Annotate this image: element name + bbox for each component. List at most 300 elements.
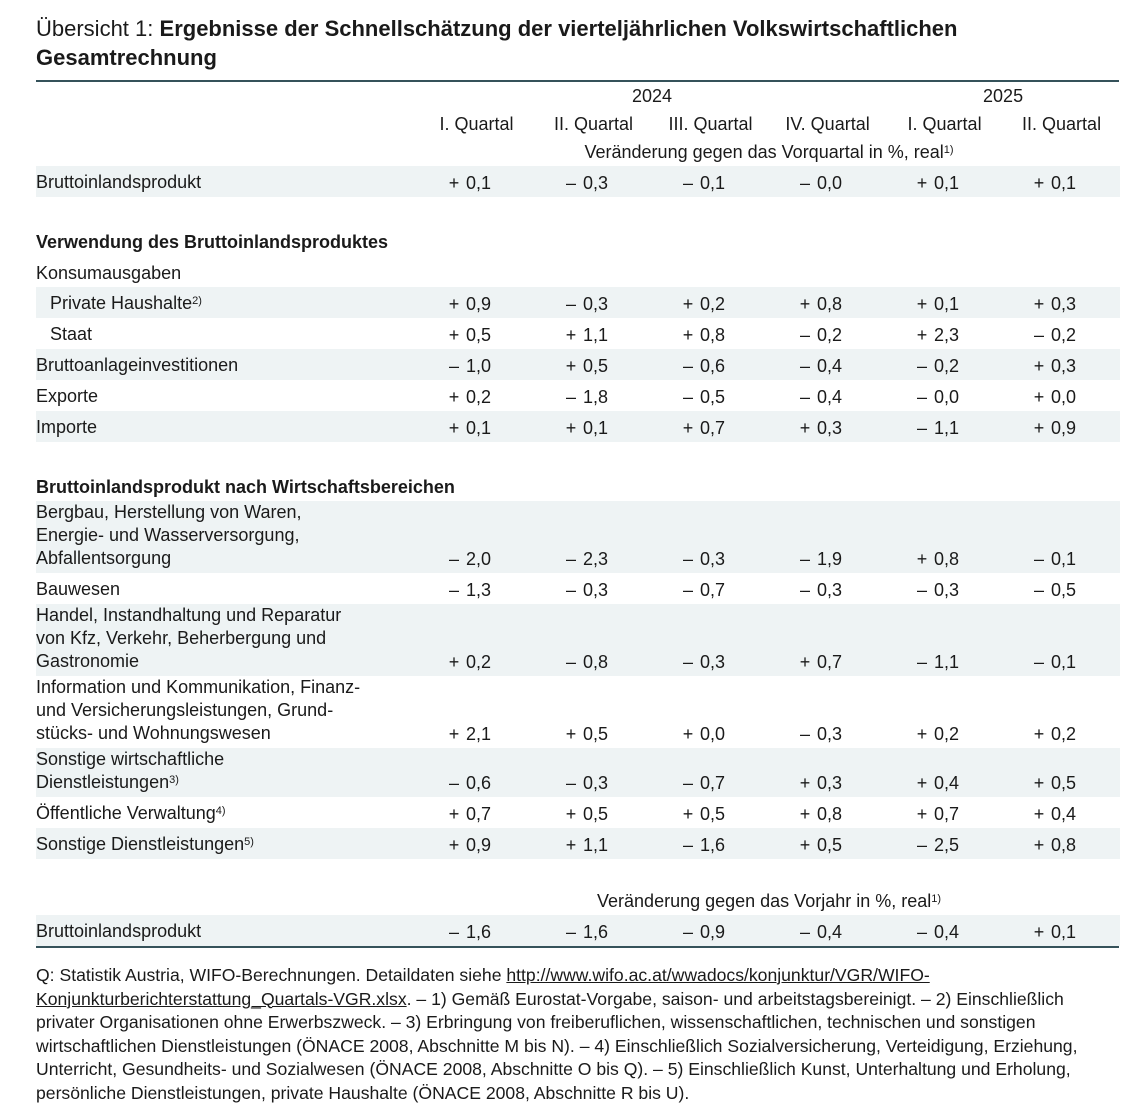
value-cell bbox=[418, 318, 535, 349]
value-number: 0,3 bbox=[583, 173, 609, 193]
row-label-line: Abfallentsorgung bbox=[36, 548, 172, 568]
row-label bbox=[36, 797, 418, 828]
unit-row-quarter bbox=[36, 138, 1120, 166]
quarter-header: II. Quartal bbox=[1022, 113, 1102, 134]
value-number: 0,5 bbox=[817, 835, 843, 855]
value-cell bbox=[652, 797, 769, 828]
value-sign: + bbox=[448, 173, 460, 193]
footnote-ref: 1) bbox=[943, 143, 954, 156]
value-cell bbox=[418, 915, 535, 946]
value-cell bbox=[418, 411, 535, 442]
value-sign: + bbox=[916, 804, 928, 824]
value-cell bbox=[1003, 604, 1120, 676]
value-cell bbox=[769, 604, 886, 676]
value-cell bbox=[652, 318, 769, 349]
section-heading-row bbox=[36, 470, 1120, 501]
value-sign: + bbox=[1033, 173, 1045, 193]
value-number: 0,1 bbox=[1051, 922, 1077, 942]
value-number: 0,4 bbox=[934, 773, 960, 793]
row-label bbox=[36, 604, 418, 676]
value-sign: – bbox=[565, 549, 576, 569]
value-number: 0,6 bbox=[700, 356, 726, 376]
value-number: 0,3 bbox=[817, 773, 843, 793]
value-sign: + bbox=[1033, 356, 1045, 376]
value-number: 0,5 bbox=[700, 804, 726, 824]
value-cell bbox=[886, 828, 1003, 859]
value-cell bbox=[1003, 676, 1120, 748]
value-number: 0,3 bbox=[583, 294, 609, 314]
value-sign: + bbox=[799, 652, 811, 672]
table-row bbox=[36, 380, 1120, 411]
value-cell bbox=[1003, 166, 1120, 197]
value-number: 0,4 bbox=[817, 356, 843, 376]
value-sign: – bbox=[1034, 325, 1045, 345]
value-sign: + bbox=[682, 804, 694, 824]
table-row bbox=[36, 915, 1120, 946]
value-number: 0,8 bbox=[934, 549, 960, 569]
value-cell bbox=[652, 915, 769, 946]
value-number: 0,3 bbox=[700, 549, 726, 569]
value-sign: + bbox=[565, 804, 577, 824]
value-number: 1,6 bbox=[583, 922, 609, 942]
value-number: 1,9 bbox=[817, 549, 843, 569]
value-sign: + bbox=[916, 325, 928, 345]
value-cell bbox=[535, 604, 652, 676]
value-cell bbox=[418, 166, 535, 197]
value-cell bbox=[769, 166, 886, 197]
row-label bbox=[36, 748, 418, 797]
value-cell bbox=[886, 349, 1003, 380]
value-sign: + bbox=[682, 724, 694, 744]
value-cell bbox=[1003, 828, 1120, 859]
value-number: 0,7 bbox=[934, 804, 960, 824]
value-number: 0,3 bbox=[583, 580, 609, 600]
value-number: 0,5 bbox=[583, 724, 609, 744]
table-row bbox=[36, 573, 1120, 604]
value-sign: + bbox=[1033, 804, 1045, 824]
value-sign: – bbox=[682, 580, 693, 600]
value-cell bbox=[886, 797, 1003, 828]
value-number: 1,1 bbox=[934, 652, 960, 672]
value-sign: + bbox=[916, 294, 928, 314]
value-cell bbox=[769, 318, 886, 349]
value-number: 2,1 bbox=[466, 724, 492, 744]
value-cell bbox=[418, 380, 535, 411]
unit-quarter: Veränderung gegen das Vorquartal in %, real bbox=[584, 141, 944, 162]
value-number: 0,1 bbox=[466, 418, 492, 438]
title-lead: Übersicht 1: bbox=[36, 16, 154, 41]
row-label-line: Gastronomie bbox=[36, 651, 140, 671]
value-number: 0,9 bbox=[466, 294, 492, 314]
value-sign: – bbox=[682, 387, 693, 407]
value-cell bbox=[535, 573, 652, 604]
value-number: 0,3 bbox=[700, 652, 726, 672]
value-sign: – bbox=[448, 922, 459, 942]
unit-year: Veränderung gegen das Vorjahr in %, real bbox=[597, 890, 932, 911]
row-label bbox=[36, 349, 418, 380]
value-number: 0,8 bbox=[817, 294, 843, 314]
value-number: 0,1 bbox=[583, 418, 609, 438]
footnote-ref: 5) bbox=[244, 836, 254, 848]
value-sign: + bbox=[565, 356, 577, 376]
value-sign: + bbox=[916, 173, 928, 193]
value-cell bbox=[886, 748, 1003, 797]
value-cell bbox=[652, 676, 769, 748]
row-label bbox=[36, 380, 418, 411]
value-number: 1,6 bbox=[700, 835, 726, 855]
value-sign: – bbox=[799, 325, 810, 345]
table-row bbox=[36, 287, 1120, 318]
row-label bbox=[36, 287, 418, 318]
value-number: 0,2 bbox=[934, 356, 960, 376]
value-sign: + bbox=[448, 724, 460, 744]
value-cell bbox=[886, 573, 1003, 604]
value-cell bbox=[535, 797, 652, 828]
section-heading: Verwendung des Bruttoinlandsproduktes bbox=[36, 232, 389, 252]
value-sign: – bbox=[917, 652, 928, 672]
value-sign: – bbox=[682, 173, 693, 193]
value-number: 2,0 bbox=[466, 549, 492, 569]
value-cell bbox=[769, 828, 886, 859]
value-cell bbox=[1003, 380, 1120, 411]
value-cell bbox=[652, 166, 769, 197]
value-sign: + bbox=[448, 294, 460, 314]
value-sign: – bbox=[682, 356, 693, 376]
title-text: Ergebnisse der Schnellschätzung der vierteljährlichen Volkswirtschaftlichen Gesamtrechnung bbox=[36, 16, 958, 70]
row-label bbox=[36, 573, 418, 604]
row-label-line: von Kfz, Verkehr, Beherbergung und bbox=[36, 628, 327, 648]
quarter-header: IV. Quartal bbox=[785, 113, 870, 134]
value-number: 0,2 bbox=[466, 652, 492, 672]
value-sign: + bbox=[448, 804, 460, 824]
value-number: 0,0 bbox=[1051, 387, 1077, 407]
bottom-rule bbox=[36, 946, 1119, 948]
value-sign: + bbox=[1033, 773, 1045, 793]
value-number: 1,1 bbox=[583, 835, 609, 855]
table-row bbox=[36, 604, 1120, 676]
value-sign: + bbox=[682, 325, 694, 345]
value-number: 0,4 bbox=[1051, 804, 1077, 824]
value-number: 0,0 bbox=[934, 387, 960, 407]
value-number: 0,5 bbox=[583, 356, 609, 376]
value-number: 0,2 bbox=[1051, 724, 1077, 744]
row-label-line: Information und Kommunikation, Finanz- bbox=[36, 677, 361, 697]
quarter-header-row bbox=[36, 110, 1120, 138]
value-number: 2,5 bbox=[934, 835, 960, 855]
value-cell bbox=[652, 604, 769, 676]
value-sign: – bbox=[917, 580, 928, 600]
value-number: 0,5 bbox=[1051, 773, 1077, 793]
value-sign: + bbox=[565, 724, 577, 744]
value-sign: – bbox=[565, 580, 576, 600]
value-cell bbox=[535, 349, 652, 380]
value-number: 0,5 bbox=[583, 804, 609, 824]
value-cell bbox=[769, 287, 886, 318]
value-cell bbox=[418, 573, 535, 604]
value-cell bbox=[769, 380, 886, 411]
value-sign: – bbox=[448, 356, 459, 376]
subheading: Konsumausgaben bbox=[36, 263, 182, 283]
value-number: 0,1 bbox=[700, 173, 726, 193]
value-cell bbox=[652, 349, 769, 380]
value-number: 0,5 bbox=[1051, 580, 1077, 600]
row-label bbox=[36, 676, 418, 748]
table-row bbox=[36, 797, 1120, 828]
value-number: 0,7 bbox=[700, 580, 726, 600]
value-number: 0,0 bbox=[700, 724, 726, 744]
value-sign: – bbox=[799, 580, 810, 600]
value-cell bbox=[769, 676, 886, 748]
value-number: 0,7 bbox=[700, 773, 726, 793]
value-sign: – bbox=[565, 173, 576, 193]
value-sign: – bbox=[682, 922, 693, 942]
value-number: 0,3 bbox=[583, 773, 609, 793]
value-cell bbox=[886, 676, 1003, 748]
value-number: 0,1 bbox=[1051, 549, 1077, 569]
value-cell bbox=[418, 797, 535, 828]
value-number: 0,3 bbox=[1051, 356, 1077, 376]
value-cell bbox=[418, 349, 535, 380]
value-cell bbox=[1003, 915, 1120, 946]
value-cell bbox=[418, 748, 535, 797]
value-sign: – bbox=[799, 922, 810, 942]
value-cell bbox=[535, 318, 652, 349]
value-cell bbox=[769, 915, 886, 946]
value-number: 0,9 bbox=[700, 922, 726, 942]
year-header-row bbox=[36, 82, 1120, 110]
value-cell bbox=[1003, 501, 1120, 573]
row-label-line: Sonstige wirtschaftliche bbox=[36, 749, 225, 769]
row-label-text: Private Haushalte bbox=[50, 293, 193, 313]
row-label-text: Bauwesen bbox=[36, 579, 121, 599]
value-number: 0,1 bbox=[934, 173, 960, 193]
value-sign: + bbox=[448, 835, 460, 855]
value-cell bbox=[535, 501, 652, 573]
value-number: 0,0 bbox=[817, 173, 843, 193]
value-cell bbox=[418, 828, 535, 859]
value-sign: + bbox=[682, 294, 694, 314]
value-number: 0,9 bbox=[466, 835, 492, 855]
value-cell bbox=[886, 380, 1003, 411]
value-cell bbox=[652, 573, 769, 604]
value-number: 0,1 bbox=[466, 173, 492, 193]
row-label-text: Bruttoanlageinvestitionen bbox=[36, 355, 239, 375]
value-sign: + bbox=[799, 773, 811, 793]
value-sign: + bbox=[799, 418, 811, 438]
value-number: 1,0 bbox=[466, 356, 492, 376]
value-cell bbox=[769, 748, 886, 797]
value-number: 2,3 bbox=[583, 549, 609, 569]
value-sign: – bbox=[682, 773, 693, 793]
value-number: 2,3 bbox=[934, 325, 960, 345]
row-label bbox=[36, 915, 418, 946]
value-number: 0,3 bbox=[817, 580, 843, 600]
value-cell bbox=[535, 915, 652, 946]
value-cell bbox=[886, 604, 1003, 676]
footnote-source: Q: Statistik Austria, WIFO-Berechnungen. Detaildaten siehe bbox=[36, 965, 507, 985]
value-number: 0,3 bbox=[817, 724, 843, 744]
value-cell bbox=[418, 676, 535, 748]
value-cell bbox=[1003, 573, 1120, 604]
value-sign: + bbox=[448, 387, 460, 407]
footnote-text: . – 1) Gemäß Eurostat-Vorgabe, saison- und arbeitstagsbereinigt. – 2) Einschließlich privater Organisationen ohne Erwerbszweck. – 3) Erbringung von freiberuflichen, wissenschaftlichen, technischen und sonstigen wirtschaftlichen Dienstleistungen (ÖNACE 2008, Abschnitte M bis N). – 4) Einschließlich Sozialversicherung, Verteidigung, Erziehung, Unterricht, Gesundheits- und Sozialwesen (ÖNACE 2008, Abschnitte O bis Q). – 5) Einschließlich Kunst, Unterhaltung und Erholung, persönliche Dienstleistungen, private Haushalte (ÖNACE 2008, Abschnitte R bis U). bbox=[36, 988, 1078, 1103]
value-cell bbox=[886, 501, 1003, 573]
value-number: 0,9 bbox=[1051, 418, 1077, 438]
value-cell bbox=[418, 501, 535, 573]
value-number: 1,3 bbox=[466, 580, 492, 600]
row-label bbox=[36, 411, 418, 442]
value-sign: + bbox=[916, 724, 928, 744]
value-cell bbox=[535, 748, 652, 797]
value-sign: + bbox=[682, 418, 694, 438]
value-number: 0,8 bbox=[817, 804, 843, 824]
value-sign: – bbox=[799, 724, 810, 744]
value-cell bbox=[652, 501, 769, 573]
value-number: 0,4 bbox=[817, 922, 843, 942]
value-sign: + bbox=[1033, 724, 1045, 744]
row-label-text: Sonstige Dienstleistungen bbox=[36, 834, 245, 854]
row-label-line: Energie- und Wasserversorgung, bbox=[36, 525, 300, 545]
value-sign: + bbox=[916, 549, 928, 569]
value-sign: + bbox=[448, 652, 460, 672]
row-label-line: Bergbau, Herstellung von Waren, bbox=[36, 502, 302, 522]
value-number: 0,4 bbox=[817, 387, 843, 407]
table-row bbox=[36, 676, 1120, 748]
value-cell bbox=[535, 828, 652, 859]
value-sign: – bbox=[448, 580, 459, 600]
footnote-ref: 3) bbox=[169, 774, 179, 786]
row-label-text: Importe bbox=[36, 417, 98, 437]
value-sign: – bbox=[917, 922, 928, 942]
value-sign: – bbox=[565, 387, 576, 407]
value-number: 0,1 bbox=[934, 294, 960, 314]
value-number: 1,1 bbox=[583, 325, 609, 345]
footnotes bbox=[36, 964, 1119, 1105]
value-number: 0,2 bbox=[934, 724, 960, 744]
value-number: 0,8 bbox=[583, 652, 609, 672]
quarter-header: I. Quartal bbox=[907, 113, 982, 134]
value-number: 0,5 bbox=[700, 387, 726, 407]
value-sign: – bbox=[917, 387, 928, 407]
footnote-ref: 2) bbox=[192, 295, 202, 307]
value-sign: + bbox=[799, 835, 811, 855]
value-cell bbox=[1003, 797, 1120, 828]
row-label-text: Bruttoinlandsprodukt bbox=[36, 172, 202, 192]
value-sign: – bbox=[917, 356, 928, 376]
value-cell bbox=[886, 411, 1003, 442]
row-label bbox=[36, 166, 418, 197]
value-sign: – bbox=[799, 549, 810, 569]
value-sign: + bbox=[1033, 294, 1045, 314]
table-row bbox=[36, 349, 1120, 380]
value-sign: – bbox=[448, 549, 459, 569]
value-cell bbox=[652, 380, 769, 411]
value-sign: – bbox=[682, 652, 693, 672]
section-heading-row bbox=[36, 225, 1120, 256]
value-cell bbox=[535, 287, 652, 318]
table-title bbox=[36, 14, 1119, 72]
value-cell bbox=[886, 915, 1003, 946]
document bbox=[36, 14, 1119, 1105]
year-2024: 2024 bbox=[632, 85, 673, 106]
value-number: 0,2 bbox=[700, 294, 726, 314]
footnote-ref: 4) bbox=[215, 805, 226, 817]
value-number: 0,7 bbox=[700, 418, 726, 438]
value-cell bbox=[886, 287, 1003, 318]
year-2025: 2025 bbox=[983, 85, 1024, 106]
value-number: 0,4 bbox=[934, 922, 960, 942]
value-cell bbox=[769, 797, 886, 828]
value-sign: – bbox=[448, 773, 459, 793]
value-sign: + bbox=[1033, 922, 1045, 942]
value-cell bbox=[652, 748, 769, 797]
value-cell bbox=[418, 287, 535, 318]
value-sign: – bbox=[1034, 549, 1045, 569]
value-sign: – bbox=[565, 294, 576, 314]
table-row bbox=[36, 411, 1120, 442]
value-number: 0,8 bbox=[700, 325, 726, 345]
value-number: 0,3 bbox=[1051, 294, 1077, 314]
value-cell bbox=[535, 166, 652, 197]
value-cell bbox=[652, 287, 769, 318]
value-sign: – bbox=[799, 173, 810, 193]
value-sign: + bbox=[565, 418, 577, 438]
row-label bbox=[36, 501, 418, 573]
value-cell bbox=[1003, 748, 1120, 797]
quarter-header: I. Quartal bbox=[439, 113, 514, 134]
table-row bbox=[36, 318, 1120, 349]
value-number: 0,2 bbox=[817, 325, 843, 345]
value-cell bbox=[535, 676, 652, 748]
value-number: 1,1 bbox=[934, 418, 960, 438]
value-sign: – bbox=[565, 922, 576, 942]
value-number: 0,8 bbox=[1051, 835, 1077, 855]
value-sign: – bbox=[917, 418, 928, 438]
value-cell bbox=[652, 828, 769, 859]
value-number: 0,1 bbox=[1051, 652, 1077, 672]
value-number: 0,1 bbox=[1051, 173, 1077, 193]
value-cell bbox=[769, 573, 886, 604]
value-sign: + bbox=[1033, 835, 1045, 855]
value-cell bbox=[1003, 349, 1120, 380]
row-label bbox=[36, 318, 418, 349]
row-label-text: Bruttoinlandsprodukt bbox=[36, 921, 202, 941]
value-cell bbox=[535, 380, 652, 411]
value-number: 0,2 bbox=[466, 387, 492, 407]
table-row bbox=[36, 166, 1120, 197]
footnote-ref: 1) bbox=[931, 892, 942, 905]
value-sign: + bbox=[1033, 418, 1045, 438]
value-sign: + bbox=[448, 418, 460, 438]
value-cell bbox=[886, 318, 1003, 349]
value-number: 0,7 bbox=[466, 804, 492, 824]
value-cell bbox=[886, 166, 1003, 197]
value-sign: – bbox=[682, 549, 693, 569]
value-sign: – bbox=[682, 835, 693, 855]
value-number: 0,7 bbox=[817, 652, 843, 672]
value-number: 1,8 bbox=[583, 387, 609, 407]
value-number: 0,3 bbox=[817, 418, 843, 438]
row-label-line: Dienstleistungen bbox=[36, 772, 170, 792]
section-heading: Bruttoinlandsprodukt nach Wirtschaftsbereichen bbox=[36, 477, 455, 497]
value-cell bbox=[769, 411, 886, 442]
value-number: 0,5 bbox=[466, 325, 492, 345]
source-link[interactable]: http://www.wifo.ac.at/wwadocs/konjunktur/VGR/WIFO-Konjunkturberichterstattung_Quartals-VGR.xlsx bbox=[36, 965, 930, 1009]
row-label-text: Exporte bbox=[36, 386, 99, 406]
row-label-text: Öffentliche Verwaltung bbox=[36, 803, 216, 823]
unit-row-year bbox=[36, 887, 1120, 915]
value-cell bbox=[769, 501, 886, 573]
